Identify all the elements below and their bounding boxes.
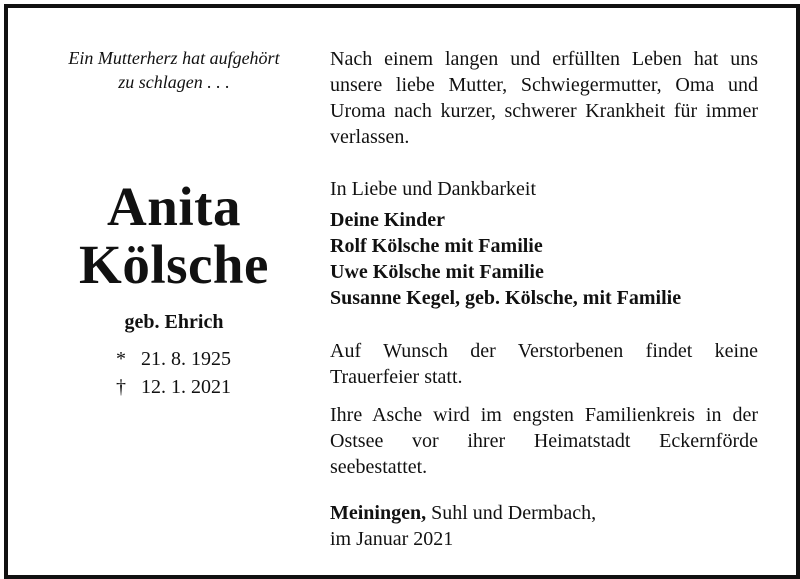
obituary-frame [4, 4, 800, 579]
last-name: Kölsche [79, 234, 269, 295]
left-column [16, 8, 332, 575]
birth-symbol: * [116, 348, 126, 370]
birth-line [116, 345, 231, 373]
death-symbol: † [116, 376, 126, 398]
motto-line-1: Ein Mutterherz hat aufgehört [68, 48, 280, 68]
right-column [330, 8, 758, 575]
mourner-line: Uwe Kölsche mit Familie [330, 261, 544, 283]
place-date [330, 500, 758, 552]
life-dates [116, 345, 231, 401]
death-line [116, 373, 231, 401]
burial-notice: Ihre Asche wird im engsten Familienkreis in der Ostsee vor ihrer Heimatstadt Eckernförde seebestattet. [330, 404, 758, 478]
death-date: 12. 1. 2021 [141, 376, 231, 398]
motto-line-2: zu schlagen . . . [118, 72, 230, 92]
deceased-name [16, 178, 332, 294]
place-others: Suhl und Dermbach, [426, 502, 597, 524]
mourner-line: Rolf Kölsche mit Familie [330, 235, 543, 257]
greeting: In Liebe und Dankbarkeit [330, 178, 537, 200]
place-main: Meiningen, [330, 502, 427, 524]
mourner-line: Deine Kinder [330, 209, 445, 231]
birth-name: geb. Ehrich [124, 311, 224, 333]
intro-paragraph: Nach einem langen und erfüllten Leben hat uns unsere liebe Mutter, Schwiegermutter, Oma und Uroma nach kurzer, schwerer Krankheit für immer verlassen. [330, 48, 758, 148]
place-line [330, 500, 758, 526]
birth-date: 21. 8. 1925 [141, 348, 231, 370]
motto [16, 46, 332, 94]
mourner-line: Susanne Kegel, geb. Kölsche, mit Familie [330, 287, 682, 309]
mourners-list [330, 207, 758, 311]
date-line: im Januar 2021 [330, 528, 454, 550]
first-name: Anita [107, 176, 241, 237]
funeral-notice: Auf Wunsch der Verstorbenen findet keine Trauerfeier statt. [330, 340, 758, 388]
